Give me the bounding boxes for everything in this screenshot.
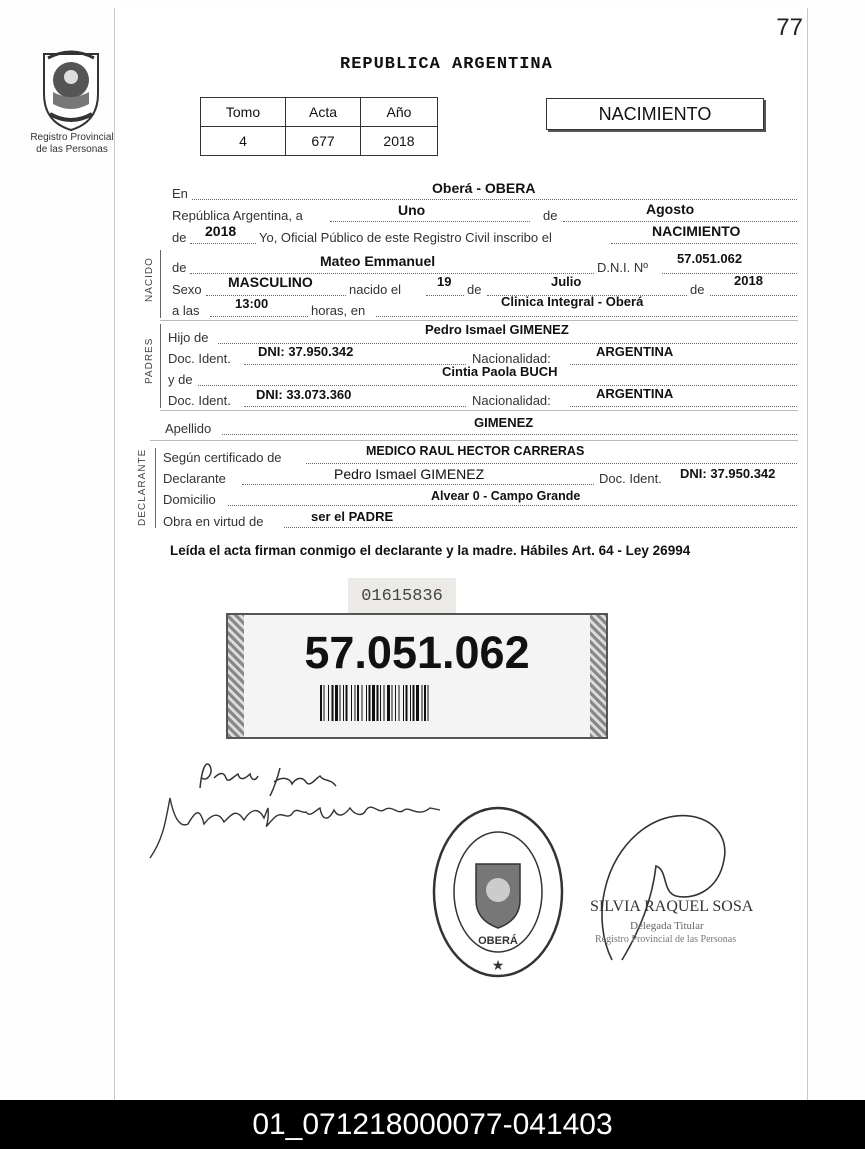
madre-nacionalidad: ARGENTINA — [596, 386, 674, 401]
padres-side-label: PADRES — [144, 337, 155, 384]
separator-2 — [160, 410, 798, 411]
official-office: Registro Provincial de las Personas — [595, 934, 737, 945]
dni-label: D.N.I. Nº — [597, 260, 648, 275]
domicilio-label: Domicilio — [163, 492, 216, 507]
de2-label: de — [172, 230, 187, 245]
nacido-side-label: NACIDO — [144, 257, 155, 302]
declarante-nombre: Pedro Ismael GIMENEZ — [334, 466, 485, 482]
certificado-label: Según certificado de — [163, 450, 282, 465]
obra-value: ser el PADRE — [311, 509, 394, 524]
republica-label: República Argentina, a — [172, 208, 303, 223]
nacido-de-label: de — [172, 260, 187, 275]
sexo-label: Sexo — [172, 282, 202, 297]
record-header-anio: Año — [361, 98, 438, 127]
inscribo-value: NACIMIENTO — [652, 223, 741, 239]
document-type-box: NACIMIENTO — [546, 98, 764, 130]
hijo-de-label: Hijo de — [168, 330, 209, 345]
record-table — [200, 97, 438, 156]
certificado-value: MEDICO RAUL HECTOR CARRERAS — [366, 444, 585, 458]
separator-1 — [160, 320, 798, 321]
apellido-value: GIMENEZ — [474, 415, 534, 430]
page-number: 77 — [776, 14, 803, 41]
record-value-row — [201, 127, 438, 156]
record-header-acta: Acta — [286, 98, 361, 127]
official-signature — [592, 800, 742, 972]
record-acta: 677 — [286, 127, 361, 156]
nacido-sexo: MASCULINO — [228, 274, 313, 290]
dia-dotline — [330, 207, 530, 222]
declarant-signatures — [140, 748, 460, 868]
official-role: Delegada Titular — [630, 920, 704, 932]
stamp-city: OBERÁ — [478, 935, 518, 947]
mes-value: Agosto — [646, 201, 695, 217]
provincial-seal-logo — [36, 44, 106, 132]
declarante-side-label: DECLARANTE — [137, 448, 148, 526]
oficial-text: Yo, Oficial Público de este Registro Civil inscribo el — [259, 230, 552, 245]
nac-de1-label: de — [467, 282, 482, 297]
serial-number: 01615836 — [348, 578, 456, 614]
logo-caption-line1: Registro Provincial — [30, 132, 114, 143]
nac-de2-label: de — [690, 282, 705, 297]
en-label: En — [172, 186, 188, 201]
padre-nacionalidad: ARGENTINA — [596, 344, 674, 359]
nacido-nombre: Mateo Emmanuel — [320, 253, 436, 269]
declarante-label: Declarante — [163, 471, 226, 486]
y-de-label: y de — [168, 372, 193, 387]
registry-stamp — [430, 804, 566, 980]
madre-nombre: Cintia Paola BUCH — [442, 364, 558, 379]
stamp-star-icon: ★ — [491, 957, 505, 973]
nacido-lugar: Clinica Integral - Oberá — [501, 294, 644, 309]
logo-caption-line2: de las Personas — [36, 144, 108, 155]
madre-nac-label: Nacionalidad: — [472, 393, 551, 408]
apellido-label: Apellido — [165, 421, 212, 436]
declarante-bracket — [155, 448, 156, 528]
footer-bar — [0, 1100, 865, 1149]
dia-value: Uno — [398, 202, 426, 218]
nacido-el-label: nacido el — [349, 282, 402, 297]
official-name: SILVIA RAQUEL SOSA — [590, 898, 754, 915]
en-value: Oberá - OBERA — [432, 180, 536, 196]
declarante-doc: DNI: 37.950.342 — [680, 466, 776, 481]
padre-nac-label: Nacionalidad: — [472, 351, 551, 366]
nacido-hora: 13:00 — [235, 296, 269, 311]
dni-sticker — [226, 613, 608, 739]
padres-bracket — [160, 324, 161, 408]
barcode — [320, 685, 532, 721]
closing-text: Leída el acta firman conmigo el declarante y la madre. Hábiles Art. 64 - Ley 26994 — [170, 543, 691, 558]
nacido-mes: Julio — [551, 274, 582, 289]
nacido-anio: 2018 — [734, 273, 763, 288]
madre-doc: DNI: 33.073.360 — [256, 387, 352, 402]
nacido-bracket — [160, 250, 161, 318]
anio-value: 2018 — [205, 223, 237, 239]
a-las-label: a las — [172, 303, 200, 318]
declarante-doc-label: Doc. Ident. — [599, 471, 662, 486]
record-tomo: 4 — [201, 127, 286, 156]
separator-3 — [150, 440, 798, 441]
record-header-tomo: Tomo — [201, 98, 286, 127]
padre-nombre: Pedro Ismael GIMENEZ — [425, 322, 569, 337]
record-anio: 2018 — [361, 127, 438, 156]
record-header-row — [201, 98, 438, 127]
padre-doc-label: Doc. Ident. — [168, 351, 231, 366]
domicilio-value: Alvear 0 - Campo Grande — [431, 489, 581, 503]
sticker-number: 57.051.062 — [304, 627, 530, 678]
obra-label: Obra en virtud de — [163, 514, 264, 529]
nacido-dni: 57.051.062 — [677, 251, 743, 266]
horas-en-label: horas, en — [311, 303, 366, 318]
padre-doc: DNI: 37.950.342 — [258, 344, 354, 359]
footer-code: 01_071218000077-041403 — [252, 1108, 613, 1141]
document-title: REPUBLICA ARGENTINA — [340, 55, 553, 74]
madre-doc-label: Doc. Ident. — [168, 393, 231, 408]
logo-caption — [20, 132, 124, 156]
de1-label: de — [543, 208, 558, 223]
nacido-dia: 19 — [437, 274, 452, 289]
